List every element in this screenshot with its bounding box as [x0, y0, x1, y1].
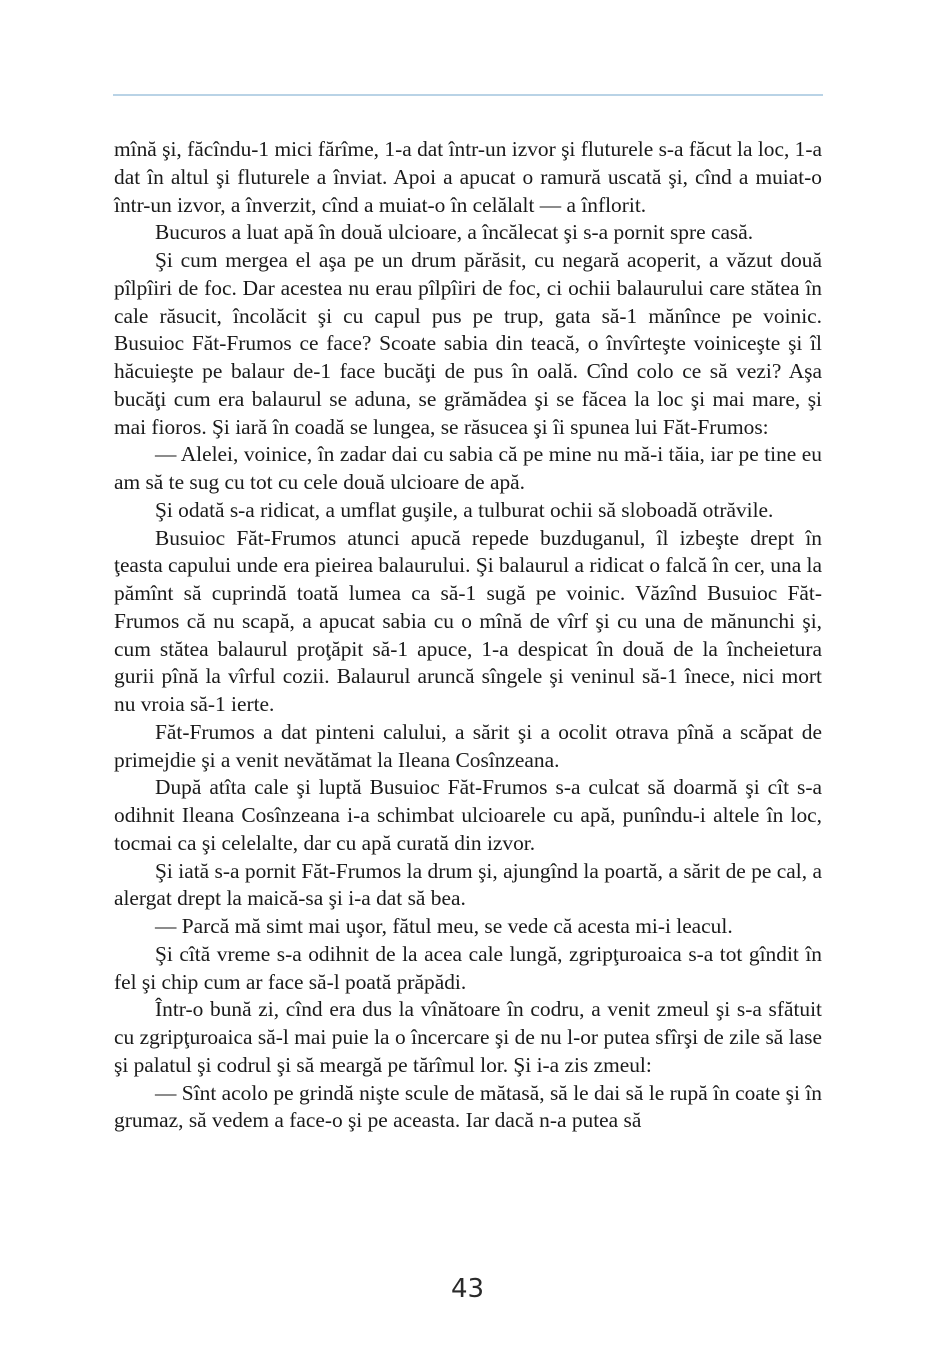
paragraph: Busuioc Făt-Frumos atunci apucă repede buzduganul, îl izbeşte drept în ţeasta capului unde era pieirea balaurului. Şi balaurul a ridicat o falcă în cer, una la pămînt să cuprindă toată lumea ca să-1 sugă pe voinic. Văzînd Busuioc Făt-Frumos că nu scapă, a apucat sabia cu o mînă de vîrf şi cu una de mănunchi şi, cum stătea balaurul proţăpit să-1 apuce, 1-a despicat în două de la încheietura gurii pînă la vîrful cozii. Balaurul aruncă sîngele şi veninul să-1 înece, nici mort nu vroia să-1 ierte. — [114, 525, 822, 716]
header-divider — [113, 94, 823, 96]
paragraph: Bucuros a luat apă în două ulcioare, a încălecat şi s-a pornit spre casă. — [155, 220, 754, 245]
paragraph: Într-o bună zi, cînd era dus la vînătoare în codru, a venit zmeul şi s-a sfătuit cu zgripţuroaica să-l mai puie la o încercare şi de nu l-or putea sfîrşi de zile să lase şi palatul şi codrul şi să meargă pe tărîmul lor. Şi i-a zis zmeul: — [114, 997, 822, 1077]
body-text — [114, 136, 822, 1135]
paragraph: Şi iată s-a pornit Făt-Frumos la drum şi, ajungînd la poartă, a sărit de pe cal, a alergat drept la maică-sa şi i-a dat să bea. — [114, 858, 822, 911]
page-number: 43 — [450, 1274, 485, 1304]
dialogue-paragraph: — Sînt acolo pe grindă nişte scule de mătasă, să le dai să le rupă în coate şi în grumaz, să vedem a face-o şi pe aceasta. Iar dacă n-a putea să — [114, 1080, 822, 1133]
paragraph: Şi cîtă vreme s-a odihnit de la acea cale lungă, zgripţuroaica s-a tot gîndit în fel şi chip cum ar face să-l poată prăpădi. — [114, 941, 822, 994]
paragraph: Şi odată s-a ridicat, a umflat guşile, a tulburat ochii să sloboadă otrăvile. — [155, 497, 774, 522]
paragraph: După atîta cale şi luptă Busuioc Făt-Frumos s-a culcat să doarmă şi cît s-a odihnit Ileana Cosînzeana i-a schimbat ulcioarele cu apă, punîndu-i altele în loc, tocmai ca şi celelalte, dar cu apă curată din izvor. — [114, 775, 822, 855]
paragraph: Făt-Frumos a dat pinteni calului, a sărit şi a ocolit otrava pînă a scăpat de primejdie şi a venit nevătămat la Ileana Cosînzeana. — [114, 719, 822, 772]
paragraph: Şi cum mergea el aşa pe un drum părăsit, cu negară acoperit, a văzut două pîlpîiri de foc. Dar acestea nu erau pîlpîiri de foc, ci ochii balaurului care stătea în cale răsucit, încolăcit şi cu capul pus pe trup, gata să-1 mănînce pe voinic. Busuioc Făt-Frumos ce face? Scoate sabia din teacă, o învîrteşte voiniceşte şi îl hăcuieşte pe balaur de-1 face bucăţi de pus în oală. Cînd colo ce să vezi? Aşa bucăţi cum era balaurul se aduna, se grămădea şi se făcea la loc şi mai mare, şi mai fioros. Şi iară în coadă se lungea, se răsucea şi îi spunea lui Făt-Frumos: — [114, 248, 822, 439]
dialogue-paragraph: — Parcă mă simt mai uşor, fătul meu, se vede că acesta mi-i leacul. — [155, 914, 733, 938]
dialogue-paragraph: — Alelei, voinice, în zadar dai cu sabia că pe mine nu mă-i tăia, iar pe tine eu am să te sug cu tot cu cele două ulcioare de apă. — [114, 442, 822, 494]
paragraph: mînă şi, făcîndu-1 mici fărîme, 1-a dat într-un izvor şi fluturele s-a făcut la loc, 1-a dat în altul şi fluturele a înviat. Apoi a apucat o ramură uscată şi, cînd a muiat-o într-un izvor, a înverzit, cînd a muiat-o în celălalt — a înflorit. — [114, 137, 822, 217]
